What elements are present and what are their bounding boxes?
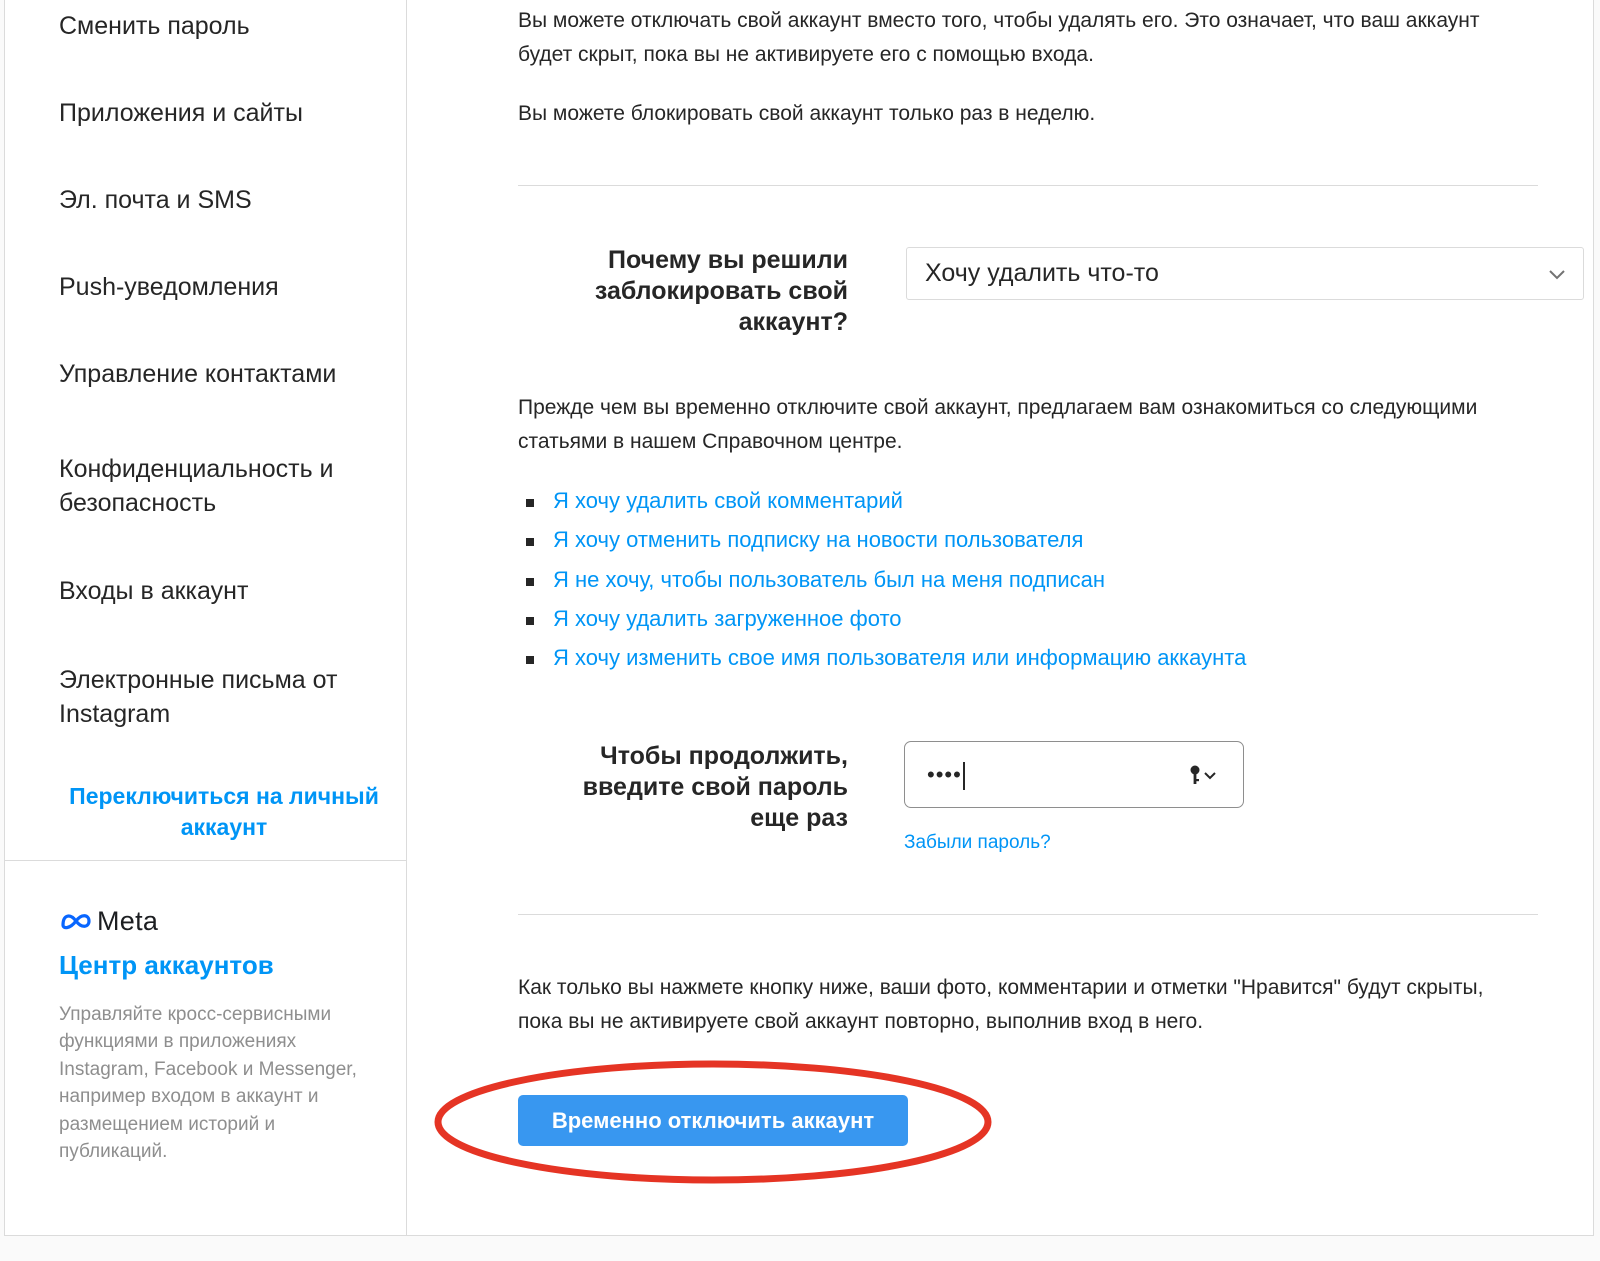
help-article-link[interactable]: Я не хочу, чтобы пользователь был на меня подписан — [553, 566, 1105, 592]
sidebar-item-login-activity[interactable]: Входы в аккаунт — [59, 577, 249, 605]
meta-infinity-icon — [59, 911, 93, 931]
sidebar-item-email-sms[interactable]: Эл. почта и SMS — [59, 186, 252, 214]
help-article-link[interactable]: Я хочу удалить загруженное фото — [553, 605, 902, 631]
bullet-icon — [526, 656, 534, 664]
chevron-down-icon — [1547, 264, 1567, 284]
password-mask: •••• — [927, 762, 962, 787]
settings-sidebar — [4, 0, 407, 1236]
weekly-limit-note: Вы можете блокировать свой аккаунт только раз в неделю. — [518, 102, 1096, 125]
help-article-link[interactable]: Я хочу изменить свое имя пользователя или информацию аккаунта — [553, 645, 1247, 671]
bullet-icon — [526, 499, 534, 507]
password-key-icon[interactable] — [1189, 764, 1221, 786]
forgot-password-link[interactable]: Забыли пароль? — [904, 832, 1051, 853]
bullet-icon — [526, 617, 534, 625]
switch-to-personal-link[interactable]: Переключиться на личный аккаунт — [69, 783, 379, 840]
reason-label: Почему вы решили заблокировать свой аккаунт? — [594, 246, 848, 336]
final-warning: Как только вы нажмете кнопку ниже, ваши фото, комментарии и отметки "Нравится" будут скрыты, пока вы не активируете свой аккаунт повторно, выполнив вход в него. — [518, 976, 1484, 1033]
reason-select[interactable] — [906, 247, 1584, 300]
sidebar-item-apps-websites[interactable]: Приложения и сайты — [59, 99, 303, 127]
meta-logo-text: Meta — [97, 905, 159, 936]
password-input[interactable] — [904, 741, 1244, 808]
sidebar-item-change-password[interactable]: Сменить пароль — [59, 12, 250, 40]
meta-logo — [59, 904, 158, 938]
sidebar-item-manage-contacts[interactable]: Управление контактами — [59, 360, 337, 388]
intro-paragraph: Вы можете отключать свой аккаунт вместо того, чтобы удалять его. Это означает, что ваш аккаунт будет скрыт, пока вы не активируете его с помощью входа. — [518, 9, 1480, 66]
sidebar-item-push-notifications[interactable]: Push-уведомления — [59, 273, 279, 301]
section-divider — [518, 185, 1538, 186]
help-article-link[interactable]: Я хочу отменить подписку на новости пользователя — [553, 527, 1084, 553]
section-divider — [518, 914, 1538, 915]
reason-select-value: Хочу удалить что-то — [925, 259, 1159, 287]
help-article-link[interactable]: Я хочу удалить свой комментарий — [553, 488, 903, 513]
accounts-center-link[interactable]: Центр аккаунтов — [59, 950, 274, 980]
sidebar-divider — [4, 860, 406, 861]
sidebar-item-privacy-security[interactable]: Конфиденциальность и безопасность — [59, 455, 334, 517]
text-caret — [963, 762, 965, 790]
password-value — [927, 762, 965, 790]
deactivate-account-button[interactable]: Временно отключить аккаунт — [518, 1095, 908, 1146]
sidebar-item-instagram-emails[interactable]: Электронные письма от Instagram — [59, 666, 338, 728]
bullet-icon — [526, 538, 534, 546]
accounts-center-description: Управляйте кросс-сервисными функциями в приложениях Instagram, Facebook и Messenger, например входом в аккаунт и размещением историй и публикаций. — [59, 1004, 357, 1163]
bullet-icon — [526, 578, 534, 586]
articles-intro: Прежде чем вы временно отключите свой аккаунт, предлагаем вам ознакомиться со следующими статьями в нашем Справочном центре. — [518, 396, 1478, 453]
password-label: Чтобы продолжить, введите свой пароль еще раз — [582, 742, 848, 832]
